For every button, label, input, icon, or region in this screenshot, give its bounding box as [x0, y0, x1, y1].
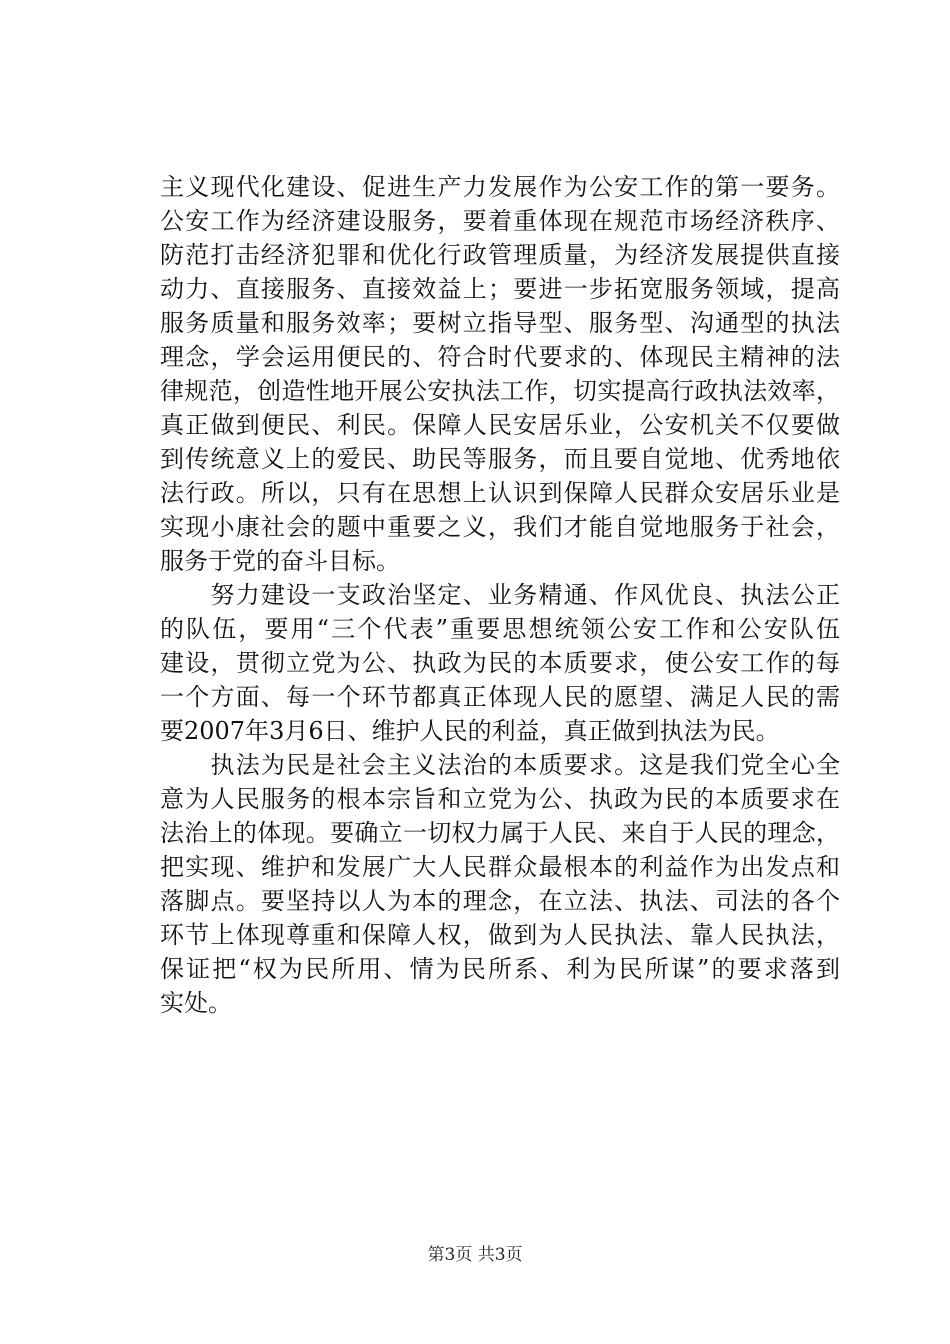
paragraph-1-line: 主义现代化建设、促进生产力发展作为公安工作的第一要务。 [160, 173, 840, 201]
body-text [160, 170, 840, 1020]
paragraph-1-line: 真正做到便民、利民。保障人民安居乐业，公安机关不仅要做 [160, 411, 840, 439]
paragraph-2-line: 要2007年3月6日、维护人民的利益，真正做到执法为民。 [160, 717, 780, 745]
paragraph-3-line: 意为人民服务的根本宗旨和立党为公、执政为民的本质要求在 [160, 785, 840, 813]
paragraph-3-line: 实处。 [160, 989, 232, 1017]
paragraph-1-line: 公安工作为经济建设服务，要着重体现在规范市场经济秩序、 [160, 207, 840, 235]
paragraph-1-line: 理念，学会运用便民的、符合时代要求的、体现民主精神的法 [160, 343, 840, 371]
paragraph-2-line: 努力建设一支政治坚定、业务精通、作风优良、执法公正 [160, 581, 840, 609]
paragraph-1-line: 法行政。所以，只有在思想上认识到保障人民群众安居乐业是 [160, 479, 840, 507]
paragraph-3-line: 环节上体现尊重和保障人权，做到为人民执法、靠人民执法， [160, 921, 840, 949]
page-footer [0, 1244, 950, 1266]
paragraph-1-line: 服务质量和服务效率；要树立指导型、服务型、沟通型的执法 [160, 309, 840, 337]
paragraph-2-line: 建设，贯彻立党为公、执政为民的本质要求，使公安工作的每 [160, 649, 840, 677]
paragraph-2-line: 一个方面、每一个环节都真正体现人民的愿望、满足人民的需 [160, 683, 840, 711]
paragraph-1-line: 律规范，创造性地开展公安执法工作，切实提高行政执法效率， [160, 377, 840, 405]
paragraph-1-line: 防范打击经济犯罪和优化行政管理质量，为经济发展提供直接 [160, 241, 840, 269]
paragraph-1-line: 服务于党的奋斗目标。 [160, 547, 400, 575]
paragraph-1-line: 实现小康社会的题中重要之义，我们才能自觉地服务于社会， [160, 513, 840, 541]
paragraph-3-line: 把实现、维护和发展广大人民群众最根本的利益作为出发点和 [160, 853, 840, 881]
paragraph-1-line: 到传统意义上的爱民、助民等服务，而且要自觉地、优秀地依 [160, 445, 840, 473]
paragraph-3-line: 执法为民是社会主义法治的本质要求。这是我们党全心全 [160, 751, 840, 779]
page-number-label: 第3页 共3页 [427, 1245, 523, 1265]
paragraph-3-line: 落脚点。要坚持以人为本的理念，在立法、执法、司法的各个 [160, 887, 840, 915]
paragraph-3-line: 法治上的体现。要确立一切权力属于人民、来自于人民的理念， [160, 819, 840, 847]
paragraph-1-line: 动力、直接服务、直接效益上；要进一步拓宽服务领域，提高 [160, 275, 840, 303]
paragraph-2-line: 的队伍，要用“三个代表”重要思想统领公安工作和公安队伍 [160, 615, 840, 643]
paragraph-3-line: 保证把“权为民所用、情为民所系、利为民所谋”的要求落到 [160, 955, 840, 983]
